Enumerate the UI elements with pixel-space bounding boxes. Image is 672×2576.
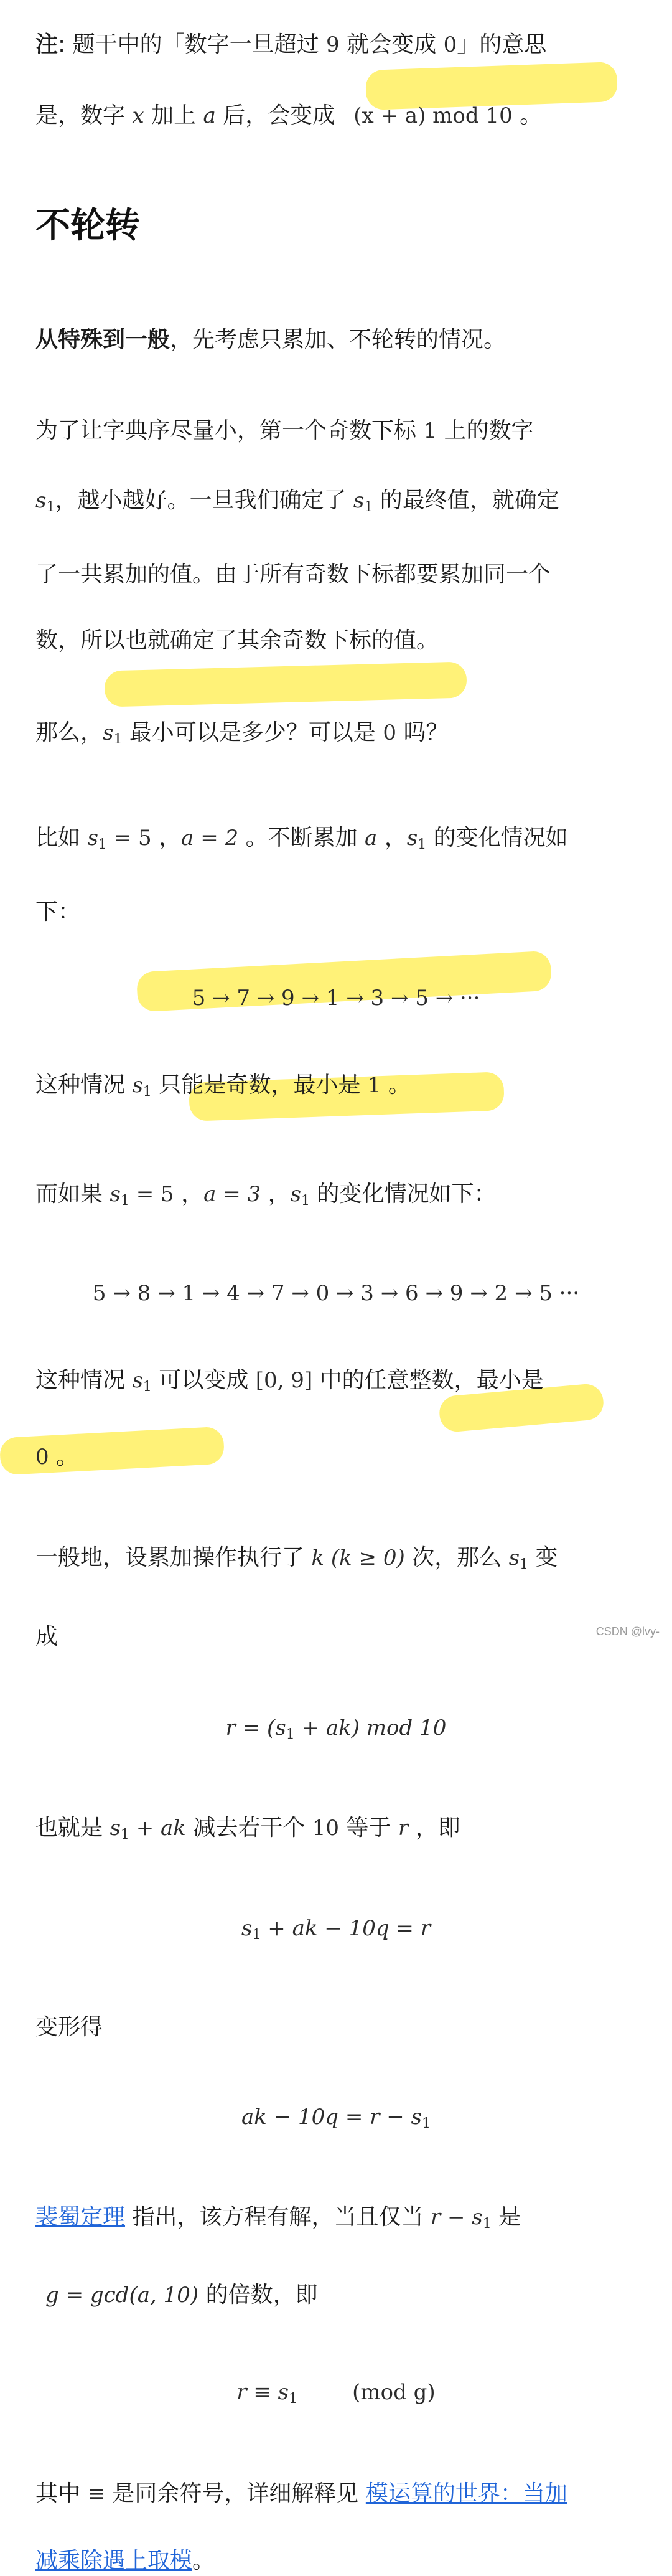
math-s1: $s_1$ [103,720,123,747]
p1-strong: 从特殊到一般 [35,327,170,352]
p11-text: 是 [491,2204,521,2230]
modular-arithmetic-link[interactable]: 模运算的世界：当加 [365,2481,567,2506]
math-s1: $s_1$ [290,1182,310,1209]
p3-text: 最小可以是多少？可以是 [122,720,383,745]
p8-text: 一般地，设累加操作执行了 [35,1545,312,1570]
p8-text: 次，那么 [404,1545,509,1570]
paragraph-11-line-1 [35,2202,672,2239]
paragraph-3 [35,718,672,755]
congruence-symbol: ≡ [87,2481,105,2506]
math-s1-equals-5: $s_1 = 5$ [110,1182,174,1209]
paragraph-10: 变形得 [35,2014,103,2040]
note-text: : 题干中的「数字一旦超过 [58,32,327,57]
math-s1-plus-ak: $s_1$ + ak [110,1816,186,1842]
formula-r-definition: $r = (s_1 + ak)$ mod 10 [225,1715,447,1742]
p2-text: 为了让字典序尽量小，第一个奇数下标 [35,418,424,443]
p4-text: ， [151,825,182,851]
math-r-minus-s1: $r - s_1$ [430,2205,492,2232]
note-line-2 [35,101,672,131]
math-a-equals-3: a = 3 [203,1182,261,1207]
note-text: 」的意思 [457,32,547,57]
p11-text: 的倍数，即 [198,2282,318,2308]
math-one: 1 [367,1073,381,1098]
p3-text: 吗？ [396,720,449,745]
math-a: a [203,103,216,128]
paragraph-4-line-2: 下： [35,899,81,925]
math-mod-expression: (x + a) mod 10 [353,103,513,128]
p12-text: 。 [192,2548,215,2574]
math-gcd: g = gcd(a, 10) [45,2283,199,2308]
p2-text: 的最终值，就确定 [373,488,559,513]
p12-text: 其中 [35,2481,88,2506]
p4-text: 比如 [35,825,88,851]
note-text: 。 [512,103,543,128]
math-k-expression: k (k ≥ 0) [311,1545,405,1570]
math-s1: $s_1$ [508,1545,529,1572]
paragraph-2-line-4: 数，所以也就确定了其余奇数下标的值。 [35,628,439,653]
paragraph-11-line-2 [35,2280,672,2310]
highlight-mark-2 [104,661,467,707]
paragraph-7-line-2 [35,1442,672,1472]
p2-text: ，越小越好。一旦我们确定了 [55,488,353,513]
p9-text: ，即 [408,1815,460,1841]
note-label: 注 [35,32,58,57]
paragraph-7-line-1 [35,1366,672,1402]
paragraph-8-line-1 [35,1543,672,1580]
p3-text: 那么， [35,720,103,745]
paragraph-5 [35,1070,672,1107]
p8-text: 变 [528,1545,558,1570]
math-s1-equals-5: $s_1 = 5$ [87,826,152,852]
paragraph-4-line-1 [35,823,672,860]
math-nine: 9 [326,32,340,57]
p1-text: ，先考虑只累加、不轮转的情况。 [170,327,506,352]
paragraph-2-line-2 [35,486,672,522]
math-s1: $s_1$ [35,488,55,515]
p9-text: 等于 [339,1815,398,1841]
math-range: [0, 9] [255,1368,313,1393]
paragraph-12-line-1 [35,2479,672,2509]
paragraph-12-line-2 [35,2546,672,2576]
p6-text: ， [174,1181,204,1207]
modular-arithmetic-link[interactable]: 减乘除遇上取模 [35,2548,193,2574]
math-s1: $s_1$ [406,826,427,852]
p6-text: 的变化情况如下： [310,1181,497,1207]
math-ten: 10 [312,1816,340,1841]
formula-equation: $s_1$ + ak − 10q = r [241,1916,431,1943]
p6-text: 而如果 [35,1181,110,1207]
p5-text: 只能是奇数，最小是 [151,1072,368,1098]
p7-text: 这种情况 [35,1367,133,1393]
paragraph-2-line-1 [35,416,672,446]
math-s1: $s_1$ [132,1368,152,1395]
math-a: a [365,826,378,851]
p5-text: 。 [381,1072,411,1098]
note-text: 就会变成 [339,32,444,57]
bezout-theorem-link[interactable]: 裴蜀定理 [35,2204,126,2230]
p4-text: 的变化情况如 [426,825,568,851]
math-a-equals-2: a = 2 [181,826,239,851]
formula-rearranged: ak − $10q = r - s_1$ [241,2105,431,2131]
note-text: 是，数字 [35,103,133,128]
p11-text: 指出，该方程有解，当且仅当 [125,2204,431,2230]
math-zero: 0 [35,1445,49,1470]
p9-text: 也就是 [35,1815,110,1841]
math-s1: $s_1$ [132,1073,152,1100]
p2-text: 上的数字 [437,418,534,443]
p4-text: ， [377,825,407,851]
p6-text: ， [261,1181,291,1207]
paragraph-9 [35,1813,672,1850]
paragraph-1 [35,325,672,355]
p7-text: 中的任意整数，最小是 [312,1367,544,1393]
note-line-1 [35,30,672,60]
math-r: r [398,1816,409,1841]
csdn-watermark: CSDN @lvy- [595,1625,660,1638]
formula-congruence: $r \equiv s_1$ (mod g) [236,2380,436,2407]
p7-text: 。 [49,1444,79,1470]
sequence-odd: 5 → 7 → 9 → 1 → 3 → 5 → ··· [192,986,480,1011]
paragraph-8-line-2: 成 [35,1624,58,1649]
p4-text: 。不断累加 [238,825,365,851]
math-one: 1 [423,418,437,443]
sequence-all-digits: 5 → 8 → 1 → 4 → 7 → 0 → 3 → 6 → 9 → 2 → 5 ··· [92,1281,580,1306]
math-x: x [132,103,144,128]
section-heading: 不轮转 [35,205,140,246]
p7-text: 可以变成 [151,1367,256,1393]
math-zero: 0 [443,32,457,57]
p12-text: 是同余符号，详细解释见 [105,2481,366,2506]
p5-text: 这种情况 [35,1072,133,1098]
math-zero: 0 [383,720,396,745]
paragraph-6 [35,1179,672,1216]
math-s1: $s_1$ [353,488,373,515]
note-text: 加上 [144,103,203,128]
p9-text: 减去若干个 [185,1815,312,1841]
paragraph-2-line-3: 了一共累加的值。由于所有奇数下标都要累加同一个 [35,562,551,587]
note-text: 后，会变成 [215,103,335,128]
